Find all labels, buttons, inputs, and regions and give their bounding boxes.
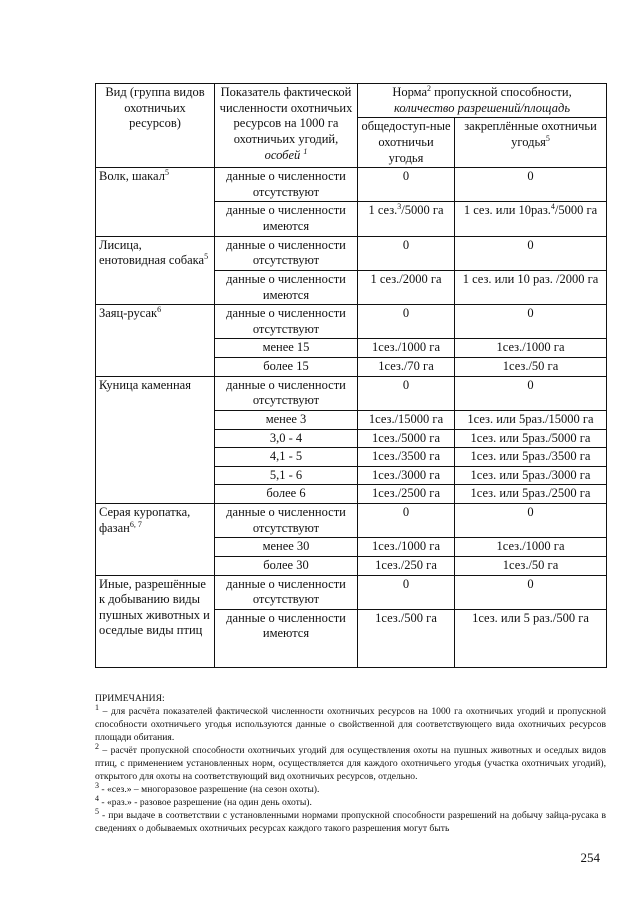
- fixed-norm-cell: 0: [455, 168, 607, 202]
- fixed-norm-cell: 0: [455, 376, 607, 410]
- table-row: [96, 376, 607, 410]
- indicator-cell: более 30: [215, 556, 358, 575]
- indicator-cell: данные о численности отсутствуют: [215, 376, 358, 410]
- header-indicator: Показатель фактической численности охотничьих ресурсов на 1000 га охотничьих угодий, особей $^1$: [215, 84, 358, 168]
- public-norm-cell: 1сез./3000 га: [358, 466, 455, 485]
- species-cell: Волк, шакал$^5$: [96, 168, 215, 237]
- note-4: $^4$ - «раз.» - разовое разрешение (на один день охоты).: [95, 794, 312, 809]
- public-norm-cell: 1сез./250 га: [358, 556, 455, 575]
- fixed-norm-cell: 1сез. или 5раз./3500 га: [455, 448, 607, 467]
- indicator-cell: менее 3: [215, 410, 358, 429]
- fixed-norm-cell: 1 сез. или 10 раз. /2000 га: [455, 270, 607, 304]
- public-norm-cell: 1сез./70 га: [358, 358, 455, 377]
- note-2: $^2$ – расчёт пропускной способности охотничьих угодий для осуществления охоты на пушных животных и оседлых видов птиц, с применением установленных норм, осуществляется для каждого охотничьего угодья (участка охотничьих угодий), открытого для охоты на соответствующий вид охотничьих ресурсов, отдельно.: [95, 742, 606, 783]
- notes-title: ПРИМЕЧАНИЯ:: [95, 693, 165, 704]
- indicator-cell: менее 30: [215, 538, 358, 557]
- public-norm-cell: 0: [358, 236, 455, 270]
- page-number: 254: [580, 850, 600, 865]
- indicator-cell: данные о численности отсутствуют: [215, 236, 358, 270]
- fixed-norm-cell: 1сез./1000 га: [455, 339, 607, 358]
- indicator-cell: 5,1 - 6: [215, 466, 358, 485]
- public-norm-cell: 1 сез.$^3$/5000 га: [358, 202, 455, 236]
- public-norm-cell: 0: [358, 168, 455, 202]
- note-3: $^3$ - «сез.» – многоразовое разрешение (на сезон охоты).: [95, 781, 320, 796]
- header-species: Вид (группа видов охотничьих ресурсов): [96, 84, 215, 168]
- public-norm-cell: 1сез./15000 га: [358, 410, 455, 429]
- indicator-cell: данные о численности отсутствуют: [215, 575, 358, 609]
- public-norm-cell: 0: [358, 376, 455, 410]
- public-norm-cell: 1сез./3500 га: [358, 448, 455, 467]
- fixed-norm-cell: 1сез. или 5раз./2500 га: [455, 485, 607, 504]
- fixed-norm-cell: 0: [455, 504, 607, 538]
- table-row: [96, 236, 607, 270]
- public-norm-cell: 1сез./1000 га: [358, 538, 455, 557]
- fixed-norm-cell: 1сез. или 5 раз./500 га: [455, 609, 607, 667]
- fixed-norm-cell: 1сез. или 5раз./5000 га: [455, 429, 607, 448]
- fixed-norm-cell: 1сез. или 5раз./15000 га: [455, 410, 607, 429]
- public-norm-cell: 1сез./5000 га: [358, 429, 455, 448]
- public-norm-cell: 1сез./1000 га: [358, 339, 455, 358]
- fixed-norm-cell: 1 сез. или 10раз.$^4$/5000 га: [455, 202, 607, 236]
- indicator-cell: данные о численности отсутствуют: [215, 504, 358, 538]
- indicator-cell: более 6: [215, 485, 358, 504]
- table-row: [96, 504, 607, 538]
- fixed-norm-cell: 1сез. или 5раз./3000 га: [455, 466, 607, 485]
- public-norm-cell: 1сез./500 га: [358, 609, 455, 667]
- species-cell: Лисица, енотовидная собака$^5$: [96, 236, 215, 305]
- fixed-norm-cell: 1сез./1000 га: [455, 538, 607, 557]
- header-norm: Норма$^2$ пропускной способности, количество разрешений/площадь: [358, 84, 607, 118]
- fixed-norm-cell: 0: [455, 236, 607, 270]
- quota-table: [95, 83, 607, 668]
- indicator-cell: данные о численности имеются: [215, 609, 358, 667]
- indicator-cell: менее 15: [215, 339, 358, 358]
- indicator-cell: данные о численности отсутствуют: [215, 305, 358, 339]
- fixed-norm-cell: 0: [455, 575, 607, 609]
- public-norm-cell: 0: [358, 504, 455, 538]
- species-cell: Заяц-русак$^6$: [96, 305, 215, 377]
- notes-section: [95, 692, 606, 836]
- species-cell: Иные, разрешённые к добыванию виды пушных животных и оседлые виды птиц: [96, 575, 215, 667]
- fixed-norm-cell: 1сез./50 га: [455, 358, 607, 377]
- table-row: [96, 575, 607, 609]
- indicator-cell: данные о численности отсутствуют: [215, 168, 358, 202]
- header-fixed-lands: закреплённые охотничьи угодья$^5$: [455, 118, 607, 168]
- indicator-cell: 3,0 - 4: [215, 429, 358, 448]
- indicator-cell: данные о численности имеются: [215, 202, 358, 236]
- public-norm-cell: 0: [358, 575, 455, 609]
- public-norm-cell: 1сез./2500 га: [358, 485, 455, 504]
- fixed-norm-cell: 0: [455, 305, 607, 339]
- fixed-norm-cell: 1сез./50 га: [455, 556, 607, 575]
- species-cell: Серая куропатка, фазан$^{6, 7}$: [96, 504, 215, 576]
- table-row: [96, 168, 607, 202]
- species-cell: Куница каменная: [96, 376, 215, 503]
- public-norm-cell: 1 сез./2000 га: [358, 270, 455, 304]
- note-1: $^1$ – для расчёта показателей фактической численности охотничьих ресурсов на 1000 га охотничьих угодий и пропускной способности охотничьего угодья используются данные о свойственной для соответствующего вида охотничьих ресурсов площади обитания.: [95, 702, 606, 744]
- note-5: $^5$ - при выдаче в соответствии с установленными нормами пропускной способности разрешений на добычу зайца-русака в сведениях о добываемых охотничьих ресурсах каждого такого разрешения могут быть: [95, 807, 606, 835]
- indicator-cell: более 15: [215, 358, 358, 377]
- header-public-lands: общедоступ-ные охотничьи угодья: [358, 118, 455, 168]
- table-row: [96, 305, 607, 339]
- indicator-cell: данные о численности имеются: [215, 270, 358, 304]
- public-norm-cell: 0: [358, 305, 455, 339]
- indicator-cell: 4,1 - 5: [215, 448, 358, 467]
